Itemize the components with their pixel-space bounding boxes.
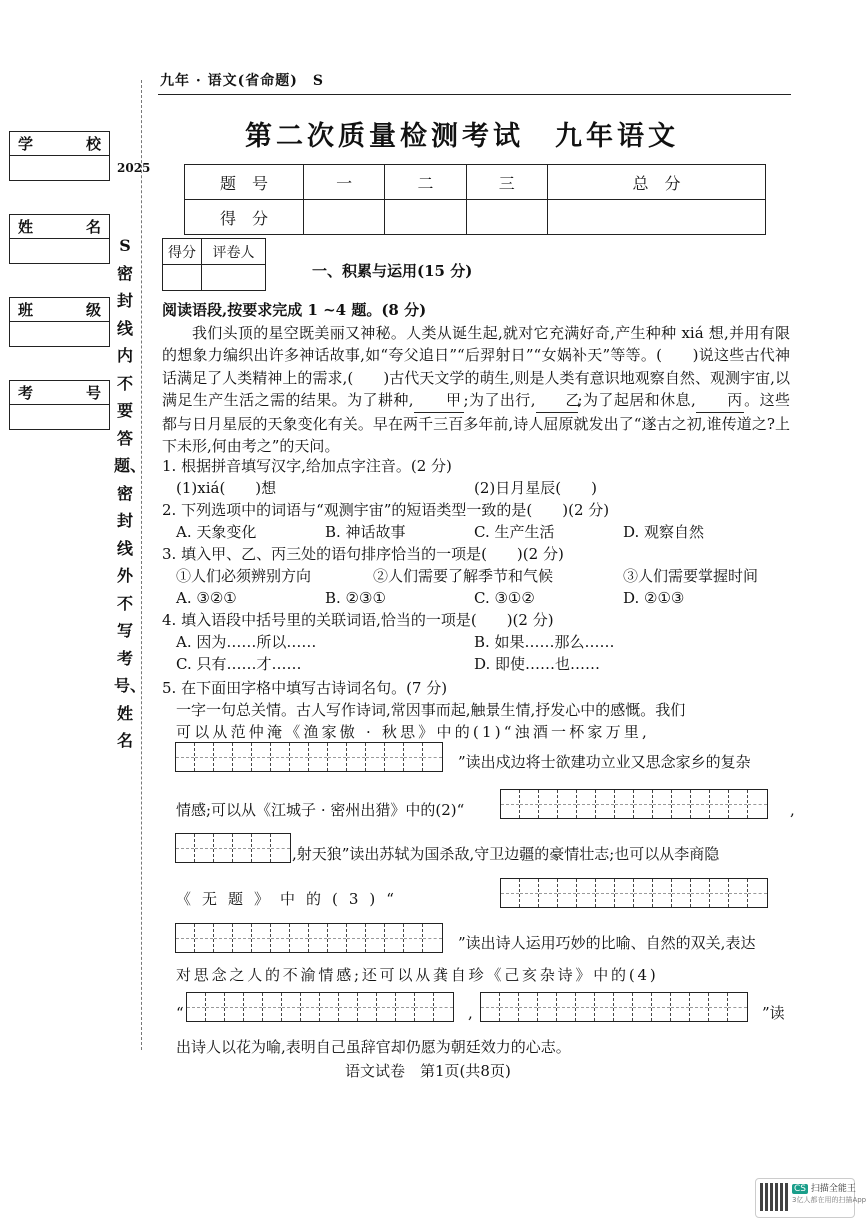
q5-text: ,: [790, 801, 795, 819]
label-char: 号: [85, 384, 101, 402]
q3-option-c[interactable]: C. ③①②: [474, 589, 535, 607]
q1-part-a[interactable]: (1)xiá( )想: [176, 479, 277, 497]
q2-option-d[interactable]: D. 观察自然: [623, 523, 705, 541]
page-header: 九年 · 语文(省命题) S: [160, 73, 324, 89]
score-cell[interactable]: [304, 200, 385, 235]
reading-passage: [162, 322, 790, 457]
exam-number-field[interactable]: [9, 380, 110, 430]
grader-name-label: 评卷人: [202, 239, 266, 265]
score-header: 题 号: [185, 165, 304, 200]
q5-text: “: [176, 1004, 184, 1022]
grader-name-cell[interactable]: [202, 265, 266, 291]
q2-option-c[interactable]: C. 生产生活: [474, 523, 555, 541]
exam-title: 第二次质量检测考试 九年语文: [245, 121, 679, 152]
q2-option-a[interactable]: A. 天象变化: [176, 523, 257, 541]
q1-part-b[interactable]: (2)日月星辰( ): [474, 479, 597, 497]
score-header: 总 分: [547, 165, 765, 200]
q5-text: 可以从范仲淹《渔家傲 · 秋思》中的(1)“浊酒一杯家万里,: [176, 723, 650, 741]
q5-text: ,射天狼”读出苏轼为国杀敌,守卫边疆的豪情壮志;也可以从李商隐: [292, 845, 720, 863]
answer-grid-7[interactable]: [480, 992, 748, 1022]
question-1: 1. 根据拼音填写汉字,给加点字注音。(2 分): [162, 457, 452, 475]
header-divider: [158, 94, 791, 95]
q5-text: 对思念之人的不渝情感;还可以从龚自珍《己亥杂诗》中的(4): [176, 966, 659, 984]
q2-option-b[interactable]: B. 神话故事: [325, 523, 406, 541]
label-char: 名: [85, 218, 101, 236]
tian-grid[interactable]: [186, 992, 454, 1022]
passage-text: 。这些都与日月星辰的天象变化有关。早在两千三百多年前,诗人屈原就发出了“遂古之初,谁传道之?上下未形,何由考之”的天问。: [162, 391, 790, 456]
q3-item-3: ③人们需要掌握时间: [623, 567, 759, 585]
blank-jia[interactable]: 甲: [414, 389, 464, 412]
label-char: 班: [18, 301, 34, 319]
q5-text: 一字一句总关情。古人写作诗词,常因事而起,触景生情,抒发心中的感慨。我们: [176, 701, 686, 719]
question-2: 2. 下列选项中的词语与“观测宇宙”的短语类型一致的是( )(2 分): [162, 501, 610, 519]
brand-name: 扫描全能王: [810, 1184, 856, 1194]
tian-grid[interactable]: [500, 878, 768, 908]
reading-intro: 阅读语段,按要求完成 1 ~4 题。(8 分): [162, 301, 427, 319]
tian-grid[interactable]: [175, 833, 291, 863]
school-field[interactable]: [9, 131, 110, 181]
q5-text: 情感;可以从《江城子 · 密州出猎》中的(2)“: [176, 801, 465, 819]
grader-table: [162, 238, 266, 291]
grader-score-cell[interactable]: [163, 265, 202, 291]
passage-text: ;为了起居和休息,: [577, 391, 696, 410]
q5-text: 出诗人以花为喻,表明自己虽辞官却仍愿为朝廷效力的心志。: [176, 1038, 571, 1056]
seal-line: [141, 80, 142, 1050]
brand-slogan: 3亿人都在用的扫描App: [792, 1196, 867, 1204]
tian-grid[interactable]: [175, 923, 443, 953]
answer-grid-1[interactable]: [175, 742, 443, 772]
tian-grid[interactable]: [480, 992, 748, 1022]
tian-grid[interactable]: [175, 742, 443, 772]
q3-item-2: ②人们需要了解季节和气候: [373, 567, 554, 585]
class-field[interactable]: [9, 297, 110, 347]
answer-grid-6[interactable]: [186, 992, 454, 1022]
q4-option-c[interactable]: C. 只有……才……: [176, 655, 302, 673]
q5-text: ”读出戍边将士欲建功立业又思念家乡的复杂: [458, 753, 751, 771]
section-heading: 一、积累与运用(15 分): [312, 262, 473, 280]
q3-item-1: ①人们必须辨别方向: [176, 567, 312, 585]
answer-grid-4[interactable]: [500, 878, 768, 908]
blank-yi[interactable]: 乙: [536, 389, 578, 412]
q4-option-a[interactable]: A. 因为……所以……: [176, 633, 317, 651]
q4-option-d[interactable]: D. 即使……也……: [474, 655, 601, 673]
qr-code-icon: [760, 1183, 788, 1211]
score-cell[interactable]: [547, 200, 765, 235]
scanner-brand: [792, 1184, 866, 1206]
score-header: 二: [385, 165, 466, 200]
question-4: 4. 填入语段中括号里的关联词语,恰当的一项是( )(2 分): [162, 611, 554, 629]
q3-option-d[interactable]: D. ②①③: [623, 589, 685, 607]
label-char: 学: [18, 135, 34, 153]
score-header: 三: [466, 165, 547, 200]
score-row-label: 得 分: [185, 200, 304, 235]
passage-text: ;为了出行,: [463, 391, 536, 410]
tian-grid[interactable]: [500, 789, 768, 819]
blank-bing[interactable]: 丙: [696, 389, 744, 412]
page-footer: 语文试卷 第1页(共8页): [345, 1062, 511, 1080]
year-vertical: 2025: [117, 161, 151, 175]
label-char: 级: [85, 301, 101, 319]
label-char: 校: [85, 135, 101, 153]
passage-text: 我们头顶的星空既美丽又神秘。人类从诞生起,就对它充满好奇,产生种种 xiá 想,并用有限的想象力编织出许多神话故事,如“夸父追日”“后羿射日”“女娲补天”等等。( )说这些古代神话满足了人类精神上的需求,( )古代天文学的萌生,则是人类有意识地观察自然、观测宇宙,以满足生产生活之需的结果。为了耕种,: [162, 324, 790, 410]
label-char: 考: [18, 384, 34, 402]
score-header: 一: [304, 165, 385, 200]
q5-text: ”读出诗人运用巧妙的比喻、自然的双关,表达: [458, 934, 756, 952]
q3-option-b[interactable]: B. ②③①: [325, 589, 386, 607]
q5-text: ,: [468, 1004, 473, 1022]
answer-grid-3[interactable]: [175, 833, 291, 863]
q5-text: 《无题》中的(3)“: [176, 890, 405, 908]
q4-option-b[interactable]: B. 如果……那么……: [474, 633, 615, 651]
score-table: [184, 164, 766, 235]
cs-badge: CS: [794, 1184, 806, 1194]
grader-score-label: 得分: [163, 239, 202, 265]
q5-text: ”读: [762, 1004, 785, 1022]
score-cell[interactable]: [466, 200, 547, 235]
answer-grid-5[interactable]: [175, 923, 443, 953]
answer-grid-2[interactable]: [500, 789, 768, 819]
seal-line-notice: S密封线内不要答题、密封线外不写考号、姓名: [114, 236, 147, 750]
name-field[interactable]: [9, 214, 110, 264]
label-char: 姓: [18, 218, 34, 236]
question-3: 3. 填入甲、乙、丙三处的语句排序恰当的一项是( )(2 分): [162, 545, 564, 563]
question-5: 5. 在下面田字格中填写古诗词名句。(7 分): [162, 679, 448, 697]
q3-option-a[interactable]: A. ③②①: [176, 589, 237, 607]
score-cell[interactable]: [385, 200, 466, 235]
